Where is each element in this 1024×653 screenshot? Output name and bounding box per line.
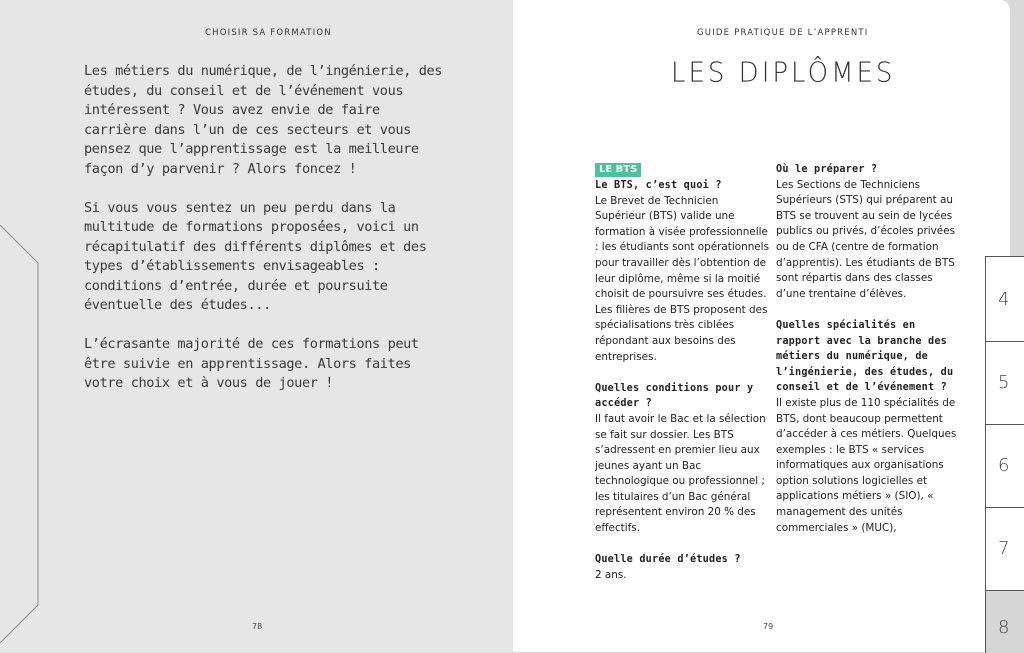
- column-2: [776, 162, 958, 536]
- chapter-tab-6[interactable]: 6: [985, 424, 1024, 508]
- chapter-title: LES DIPLÔMES: [671, 57, 896, 89]
- answer-text: Il faut avoir le Bac et la sélection se fait sur dossier. Les BTS s’adressent en premier lieu aux jeunes ayant un Bac technologique ou professionnel ; les titulaires d’un Bac général représentent environ 20 % des effectifs.: [595, 412, 766, 535]
- running-head-right: GUIDE PRATIQUE DE L’APPRENTI: [697, 28, 869, 38]
- answer-text: Il existe plus de 110 spécialités de BTS, dont beaucoup permettent d’accéder à ces métiers. Quelques exemples : le BTS « services informatiques aux organisations option solutions logicielles et applications métiers » (SIO), « management des unités commerciales » (MUC),: [776, 396, 957, 534]
- intro-paragraph-2: Si vous vous sentez un peu perdu dans la multitude de formations proposées, voici un récapitulatif des différents diplômes et des types d’établissements envisageables : conditions d’entrée, durée et poursuite éventuelle des études...: [84, 199, 427, 313]
- chapter-tab-7[interactable]: 7: [985, 507, 1024, 591]
- question-heading: Le BTS, c’est quoi ?: [595, 180, 722, 191]
- right-page: [513, 0, 1010, 652]
- intro-paragraph-1: Les métiers du numérique, de l’ingénierie, des études, du conseil et de l’événement vous intéressent ? Vous avez envie de faire carrière dans l’un de ces secteurs et vous pensez que l’apprentissage est la meilleure façon d’y parvenir ? Alors foncez !: [84, 63, 443, 177]
- chapter-tab-5[interactable]: 5: [985, 341, 1024, 425]
- page-number-right: 79: [763, 622, 774, 631]
- chapter-tab-4[interactable]: 4: [985, 256, 1024, 342]
- question-heading: Quelle durée d’études ?: [595, 554, 741, 566]
- running-head-left: CHOISIR SA FORMATION: [205, 28, 332, 38]
- intro-text: [84, 62, 444, 413]
- answer-text: 2 ans.: [595, 568, 627, 581]
- column-1: [595, 162, 770, 583]
- section-tag: LE BTS: [595, 162, 770, 178]
- intro-paragraph-3: L’écrasante majorité de ces formations peut être suivie en apprentissage. Alors faites votre choix et à vous de jouer !: [84, 336, 419, 391]
- left-tab-edge: [0, 225, 40, 645]
- question-heading: Quelles conditions pour y accéder ?: [595, 382, 754, 410]
- chapter-tab-8[interactable]: 8: [985, 590, 1024, 653]
- answer-text: Le Brevet de Technicien Supérieur (BTS) valide une formation à visée professionnelle : les étudiants sont opérationnels pour travailler dès l’obtention de leur diplôme, même si la moitié choisit de poursuivre ses études. Les filières de BTS proposent des spécialisations très ciblées répondant aux besoins des entreprises.: [595, 194, 769, 363]
- question-heading: Quelles spécialités en rapport avec la branche des métiers du numérique, de l’ingénierie, des études, du conseil et de l’événement ?: [776, 319, 954, 394]
- question-heading: Où le préparer ?: [776, 164, 878, 175]
- page-number-left: 78: [252, 622, 263, 631]
- answer-text: Les Sections de Techniciens Supérieurs (STS) qui préparent au BTS se trouvent au sein de lycées publics ou privés, d’écoles privées ou de CFA (centre de formation d’apprentis). Les étudiants de BTS sont répartis dans des classes d’une trentaine d’élèves.: [776, 178, 955, 300]
- chapter-tabs: [985, 236, 1024, 652]
